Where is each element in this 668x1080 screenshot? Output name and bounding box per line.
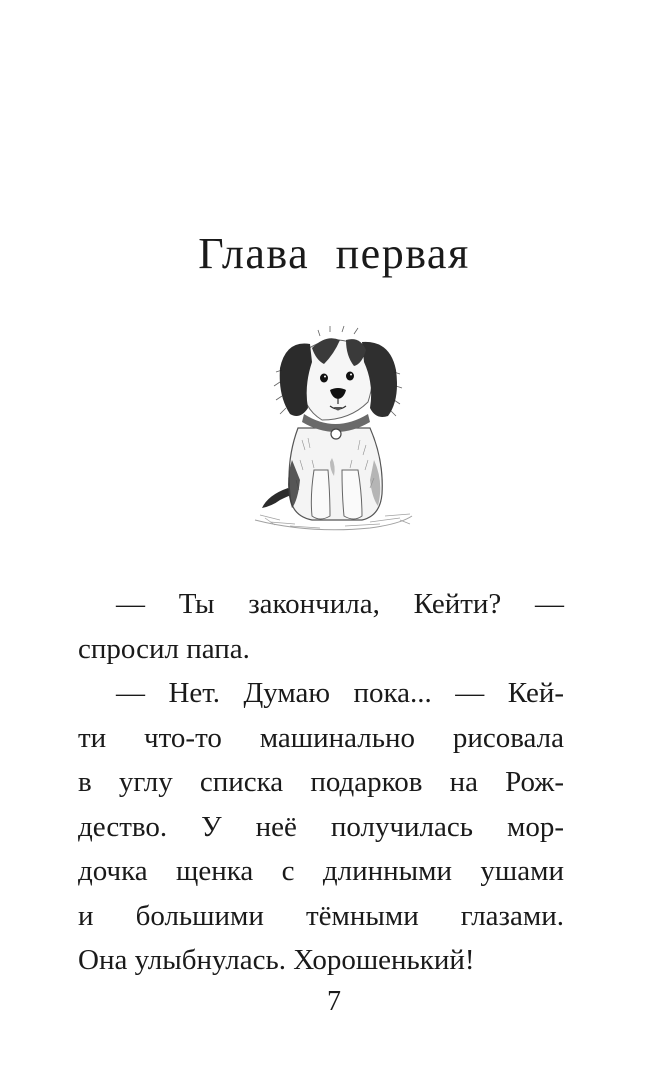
puppy-ear-left [280, 344, 312, 417]
text-line: дество. У неё получилась мор- [78, 810, 564, 843]
puppy-eye-right [346, 372, 354, 381]
text-line: ти что-то машинально рисовала [78, 721, 564, 754]
puppy-leg-right [342, 470, 362, 519]
puppy-eye-left [320, 374, 328, 383]
puppy-body [289, 428, 382, 520]
text-line: — Нет. Думаю пока... — Кей- [116, 677, 564, 709]
paragraph [78, 671, 564, 983]
text-line: в углу списка подарков на Рож- [78, 766, 564, 798]
puppy-leg-left [311, 470, 330, 519]
text-line: спросил папа. [78, 632, 250, 665]
text-line: Она улыбнулась. Хорошенький! [78, 944, 475, 976]
collar-tag [331, 429, 341, 439]
page-number: 7 [327, 986, 341, 1017]
paragraph [78, 582, 564, 671]
text-line: и большими тёмными глазами. [78, 899, 564, 932]
text-line: дочка щенка с длинными ушами [78, 855, 564, 887]
text-line: — Ты закончила, Кейти? — [116, 588, 564, 620]
chapter-title: Глава первая [198, 229, 470, 278]
puppy-illustration [250, 310, 420, 540]
story-text [78, 582, 564, 983]
